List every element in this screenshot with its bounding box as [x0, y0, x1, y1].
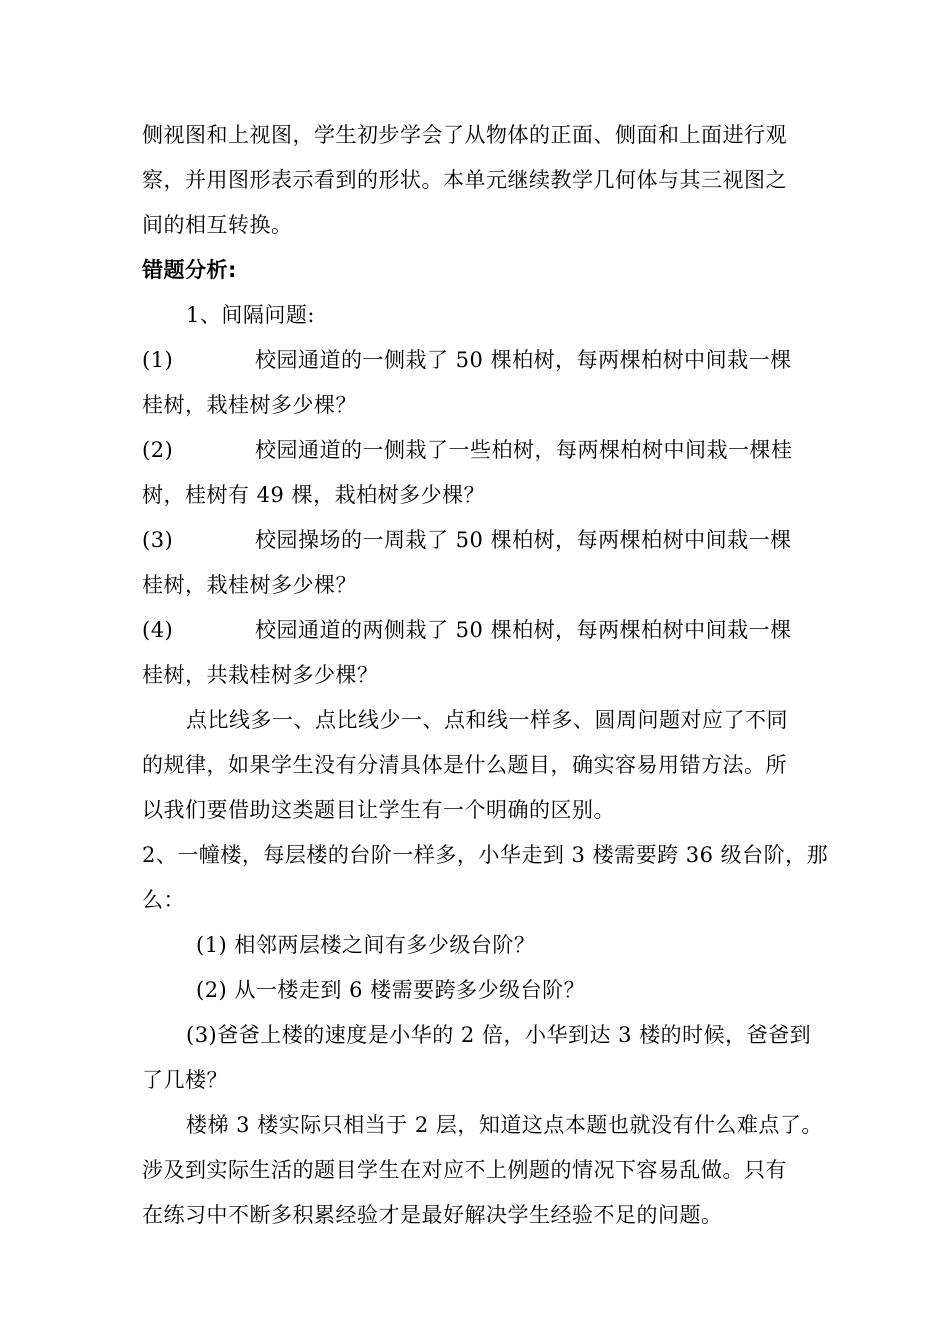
- problem-4-text: 校园通道的两侧栽了 50 棵柏树，每两棵柏树中间栽一棵: [255, 618, 792, 642]
- problem-1-line-1: [142, 345, 832, 375]
- analysis-1-line-2: 的规律，如果学生没有分清具体是什么题目，确实容易用错方法。所: [142, 753, 787, 777]
- problem-3-line-1: [142, 525, 832, 555]
- section2-line-1: 2、一幢楼，每层楼的台阶一样多，小华走到 3 楼需要跨 36 级台阶，那: [142, 843, 829, 867]
- section2-question-3-line-1: (3)爸爸上楼的速度是小华的 2 倍，小华到达 3 楼的时候，爸爸到: [186, 1023, 812, 1047]
- problem-1-text: 校园通道的一侧栽了 50 棵柏树，每两棵柏树中间栽一棵: [255, 348, 792, 372]
- problem-4-line-1: [142, 615, 832, 645]
- intro-line-3: 间的相互转换。: [142, 213, 293, 237]
- problem-2-text: 校园通道的一侧栽了一些柏树，每两棵柏树中间栽一棵桂: [255, 438, 793, 462]
- analysis-1-line-3: 以我们要借助这类题目让学生有一个明确的区别。: [142, 798, 615, 822]
- analysis-2-line-3: 在练习中不断多积累经验才是最好解决学生经验不足的问题。: [142, 1203, 723, 1227]
- problem-1-line-2: 桂树，栽桂树多少棵？: [142, 393, 357, 417]
- analysis-1-line-1: 点比线多一、点比线少一、点和线一样多、圆周问题对应了不同: [186, 708, 788, 732]
- section2-question-3-line-2: 了几楼？: [142, 1068, 228, 1092]
- intro-line-2: 察，并用图形表示看到的形状。本单元继续教学几何体与其三视图之: [142, 168, 787, 192]
- problem-2-number: (2): [142, 438, 174, 462]
- section2-question-1: (1) 相邻两层楼之间有多少级台阶？: [196, 933, 536, 957]
- problem-4-number: (4): [142, 618, 174, 642]
- section1-title: 1、间隔问题:: [186, 303, 315, 327]
- problem-4-line-2: 桂树，共栽桂树多少棵？: [142, 663, 379, 687]
- problem-1-number: (1): [142, 348, 174, 372]
- intro-line-1: 侧视图和上视图，学生初步学会了从物体的正面、侧面和上面进行观: [142, 123, 787, 147]
- section2-question-2: (2) 从一楼走到 6 楼需要跨多少级台阶？: [196, 978, 586, 1002]
- problem-2-line-1: [142, 435, 832, 465]
- section2-line-2: 么：: [142, 888, 185, 912]
- analysis-2-line-1: 楼梯 3 楼实际只相当于 2 层，知道这点本题也就没有什么难点了。: [186, 1113, 823, 1137]
- problem-3-line-2: 桂树，栽桂树多少棵？: [142, 573, 357, 597]
- problem-3-text: 校园操场的一周栽了 50 棵柏树，每两棵柏树中间栽一棵: [255, 528, 792, 552]
- problem-3-number: (3): [142, 528, 174, 552]
- analysis-2-line-2: 涉及到实际生活的题目学生在对应不上例题的情况下容易乱做。只有: [142, 1158, 787, 1182]
- section-heading: 错题分析:: [142, 258, 237, 282]
- problem-2-line-2: 树，桂树有 49 棵，栽柏树多少棵？: [142, 483, 486, 507]
